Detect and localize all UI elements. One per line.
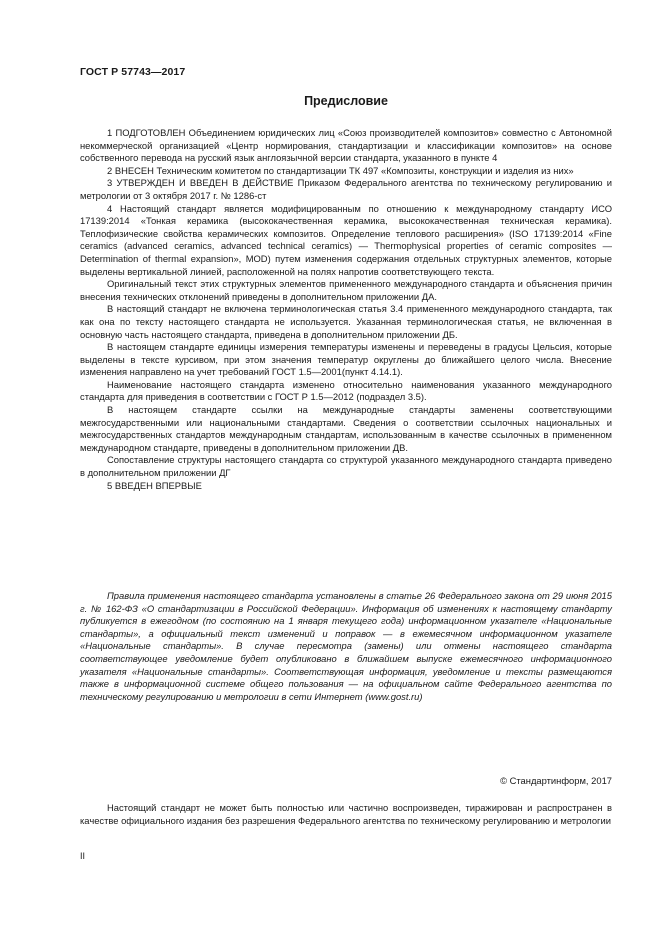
paragraph-references: В настоящем стандарте ссылки на международные стандарты заменены соответствующими межгосударственными или национальными стандартами. Сведения о соответствии ссылочных национальных и межгосударственных стандартов международным стандартам, использованным в качестве ссылочных в примененном международном стандарте, приведены в дополнительном приложении ДВ. bbox=[80, 404, 612, 453]
page-number: II bbox=[80, 851, 86, 861]
copyright-line: © Стандартинформ, 2017 bbox=[500, 775, 612, 786]
application-rules bbox=[80, 590, 612, 703]
rules-paragraph: Правила применения настоящего стандарта установлены в статье 26 Федерального закона от 29 июня 2015 г. № 162-ФЗ «О стандартизации в Российской Федерации». Информация об изменениях к настоящему стандарту публикуется в ежегодном (по состоянию на 1 января текущего года) информационном указателе «Национальные стандарты», а официальный текст изменений и поправок — в ежемесячном информационном указателе «Национальные стандарты». В случае пересмотра (замены) или отмены настоящего стандарта соответствующее уведомление будет опубликовано в ближайшем выпуске ежемесячного информационного указателя «Национальные стандарты». Соответствующая информация, уведомление и тексты размещаются также в информационной системе общего пользования — на официальном сайте Федерального агентства по техническому регулированию и метрологии в сети Интернет (www.gost.ru) bbox=[80, 590, 612, 702]
paragraph-5-first-introduced: 5 ВВЕДЕН ВПЕРВЫЕ bbox=[107, 479, 202, 491]
paragraph-4-modified: 4 Настоящий стандарт является модифицированным по отношению к международному стандарту ИСО 17139:2014 «Тонкая керамика (высококачественная керамика, высококачественная техническая керамика). Теплофизические свойства керамических композитов. Определение теплового расширения» (ISO 17139:2014 «Fine ceramics (advanced ceramics, advanced technical ceramics) — Thermophysical properties of ceramic composites — Determination of thermal expansion», MOD) путем изменения содержания отдельных структурных элементов, которые выделены вертикальной линией, расположенной на полях напротив соответствующего текста. bbox=[80, 202, 612, 277]
paragraph-structure-comparison: Сопоставление структуры настоящего стандарта со структурой указанного международного стандарта приведено в дополнительном приложении ДГ bbox=[80, 454, 612, 479]
paragraph-terminology: В настоящий стандарт не включена терминологическая статья 3.4 примененного международного стандарта, так как она по тексту настоящего стандарта не используется. Указанная терминологическая статья, не включенная в основную часть настоящего стандарта, приведена в дополнительном приложении ДБ. bbox=[80, 303, 612, 340]
paragraph-original-text: Оригинальный текст этих структурных элементов примененного международного стандарта и объяснения причин внесения технических отклонений приведены в дополнительном приложении ДА. bbox=[80, 278, 612, 302]
page-title: Предисловие bbox=[304, 94, 388, 108]
paragraph-name-change: Наименование настоящего стандарта изменено относительно наименования указанного международного стандарта для приведения в соответствии с ГОСТ Р 1.5—2012 (подраздел 3.5). bbox=[80, 378, 612, 403]
paragraph-temperature-units: В настоящем стандарте единицы измерения температуры изменены и переведены в градусы Цельсия, которые выделены в тексте курсивом, при этом значения температур округлены до ближайшего целого числа. Внесение изменения направлено на учет требований ГОСТ 1.5—2001(пункт 4.14.1). bbox=[80, 341, 612, 378]
paragraph-3-approved: 3 УТВЕРЖДЕН И ВВЕДЕН В ДЕЙСТВИЕ Приказом Федерального агентства по техническому регулированию и метрологии от 3 октября 2017 г. № 1286-ст bbox=[80, 177, 612, 201]
paragraph-1-prepared: 1 ПОДГОТОВЛЕН Объединением юридических лиц «Союз производителей композитов» совместно с Автономной некоммерческой организацией «Центр нормирования, стандартизации и классификации композитов» на основе собственного перевода на русский язык англоязычной версии стандарта, указанного в пункте 4 bbox=[80, 127, 612, 164]
standard-code-header: ГОСТ Р 57743—2017 bbox=[80, 66, 186, 78]
notice-paragraph: Настоящий стандарт не может быть полностью или частично воспроизведен, тиражирован и распространен в качестве официального издания без разрешения Федерального агентства по техническому регулированию и метрологии bbox=[80, 802, 612, 826]
foreword-body bbox=[80, 127, 612, 492]
reproduction-notice bbox=[80, 802, 612, 827]
paragraph-2-introduced: 2 ВНЕСЕН Техническим комитетом по стандартизации ТК 497 «Композиты, конструкции и изделия из них» bbox=[107, 164, 574, 176]
